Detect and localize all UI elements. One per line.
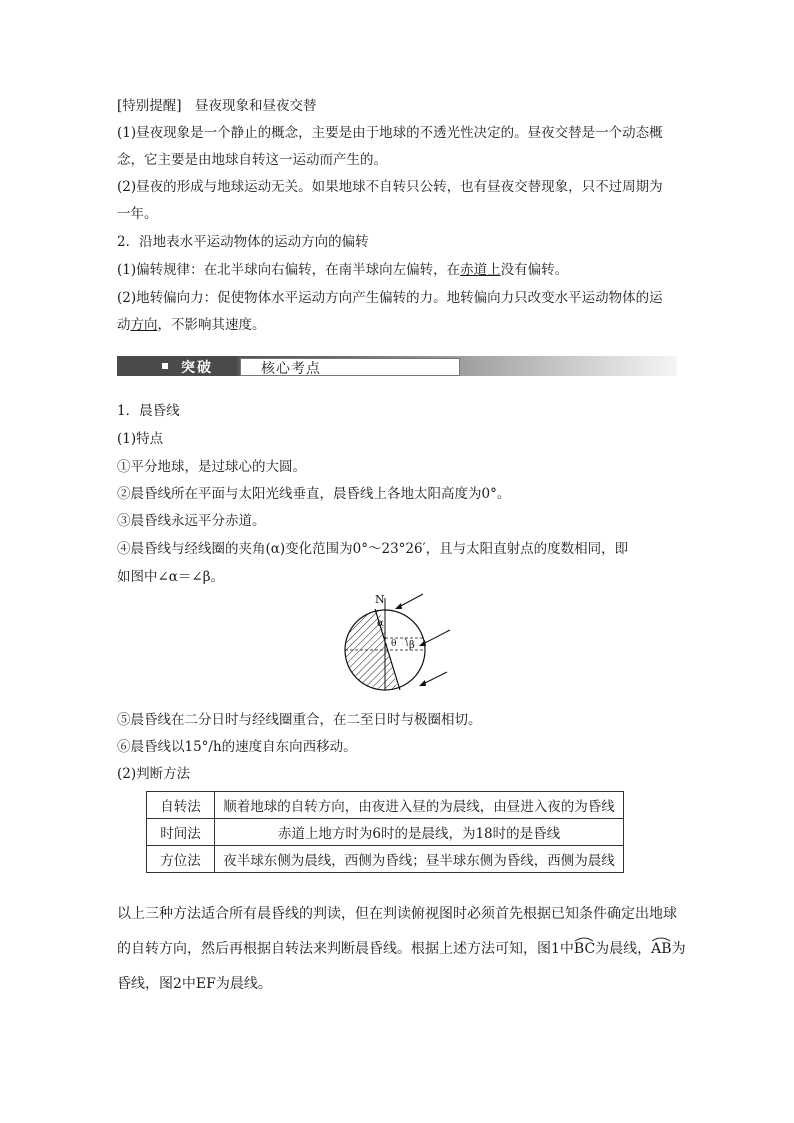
equator-underlined: 赤道上 bbox=[460, 262, 501, 278]
tip-paragraph-1-line-1: (1)昼夜现象是一个静止的概念，主要是由于地球的不透光性决定的。昼夜交替是一个动态概 bbox=[117, 125, 663, 141]
banner-right-box bbox=[240, 358, 460, 376]
deflection-force-line-1: (2)地转偏向力：促使物体水平运动方向产生偏转的力。地转偏向力只改变水平运动物体的运 bbox=[117, 290, 663, 306]
conclusion-line-2 bbox=[117, 940, 686, 958]
features-subheading: (1)特点 bbox=[117, 431, 164, 447]
conclusion-mid: 为晨线， bbox=[595, 941, 652, 957]
tip-paragraph-2-line-2: 一年。 bbox=[117, 206, 158, 222]
method-desc-cell: 赤道上地方时为6时的是晨线，为18时的是昏线 bbox=[215, 819, 624, 846]
tip-paragraph-1-line-2: 念，它主要是由地球自转这一运动而产生的。 bbox=[117, 152, 387, 168]
theta-label: θ bbox=[391, 639, 397, 649]
conclusion-text: 的自转方向，然后再根据自转法来判断晨昏线。根据上述方法可知，图1中 bbox=[117, 941, 574, 957]
method-name-cell: 方位法 bbox=[147, 846, 215, 873]
feature-6: ⑥晨昏线以15°/h的速度自东向西移动。 bbox=[117, 739, 357, 755]
alpha-label: α bbox=[377, 618, 384, 629]
conclusion-line-1: 以上三种方法适合所有晨昏线的判读，但在判读俯视图时必须首先根据已知条件确定出地球 bbox=[117, 906, 677, 922]
deflection-rule bbox=[117, 261, 568, 279]
methods-table bbox=[146, 791, 624, 873]
deflection-rule-end: 没有偏转。 bbox=[500, 262, 569, 278]
arc-bc-overline bbox=[574, 936, 594, 942]
deflection-force-line-2 bbox=[117, 316, 266, 334]
feature-1: ①平分地球，是过球心的大圆。 bbox=[117, 459, 306, 475]
deflection-force-end: ，不影响其速度。 bbox=[157, 317, 266, 333]
tip-title: [特别提醒] 昼夜现象和昼夜交替 bbox=[117, 98, 317, 114]
deflection-rule-text: (1)偏转规律：在北半球向右偏转，在南半球向左偏转，在 bbox=[117, 262, 461, 278]
arrowhead-icon bbox=[419, 640, 426, 646]
arrowhead-icon bbox=[395, 603, 402, 609]
feature-2: ②晨昏线所在平面与太阳光线垂直，晨昏线上各地太阳高度为0°。 bbox=[117, 486, 511, 502]
feature-3: ③晨昏线永远平分赤道。 bbox=[117, 513, 266, 529]
table-row bbox=[147, 792, 624, 819]
beta-label: β bbox=[409, 640, 415, 651]
table-row bbox=[147, 846, 624, 873]
north-label: N bbox=[375, 593, 385, 606]
arc-ab: AB bbox=[651, 940, 671, 958]
feature-4-line-2: 如图中∠α＝∠β。 bbox=[117, 569, 225, 585]
feature-4-line-1: ④晨昏线与经线圈的夹角(α)变化范围为0°～23°26′，且与太阳直射点的度数相同，即 bbox=[117, 541, 629, 557]
method-name-cell: 自转法 bbox=[147, 792, 215, 819]
deflection-heading: 2．沿地表水平运动物体的运动方向的偏转 bbox=[117, 234, 369, 250]
tip-paragraph-2-line-1: (2)昼夜的形成与地球运动无关。如果地球不自转只公转，也有昼夜交替现象，只不过周期为 bbox=[117, 179, 663, 195]
method-desc-cell: 夜半球东侧为晨线，西侧为昏线；昼半球东侧为昏线，西侧为晨线 bbox=[215, 846, 624, 873]
beta-arc bbox=[405, 638, 407, 646]
terminator-heading: 1．晨昏线 bbox=[117, 403, 180, 419]
arc-ab-overline bbox=[651, 936, 671, 942]
conclusion-line-3: 昏线，图2中EF为晨线。 bbox=[117, 976, 272, 992]
terminator-diagram bbox=[335, 590, 460, 700]
banner-left-label: 突破 bbox=[181, 360, 213, 376]
method-desc-cell: 顺着地球的自转方向，由夜进入昼的为晨线，由昼进入夜的为昏线 bbox=[215, 792, 624, 819]
banner-dark-block bbox=[117, 356, 237, 376]
banner-square-icon bbox=[162, 363, 168, 369]
section-banner bbox=[117, 356, 677, 378]
method-subheading: (2)判断方法 bbox=[117, 766, 191, 782]
table-row bbox=[147, 819, 624, 846]
direction-underlined: 方向 bbox=[130, 317, 158, 333]
banner-right-label: 核心考点 bbox=[261, 361, 321, 377]
arrowhead-icon bbox=[419, 680, 426, 686]
feature-5: ⑤晨昏线在二分日时与经线圈重合，在二至日时与极圈相切。 bbox=[117, 712, 482, 728]
method-name-cell: 时间法 bbox=[147, 819, 215, 846]
arc-bc: BC bbox=[574, 940, 595, 958]
deflection-force-text: 动 bbox=[117, 317, 131, 333]
conclusion-end: 为 bbox=[671, 941, 686, 957]
